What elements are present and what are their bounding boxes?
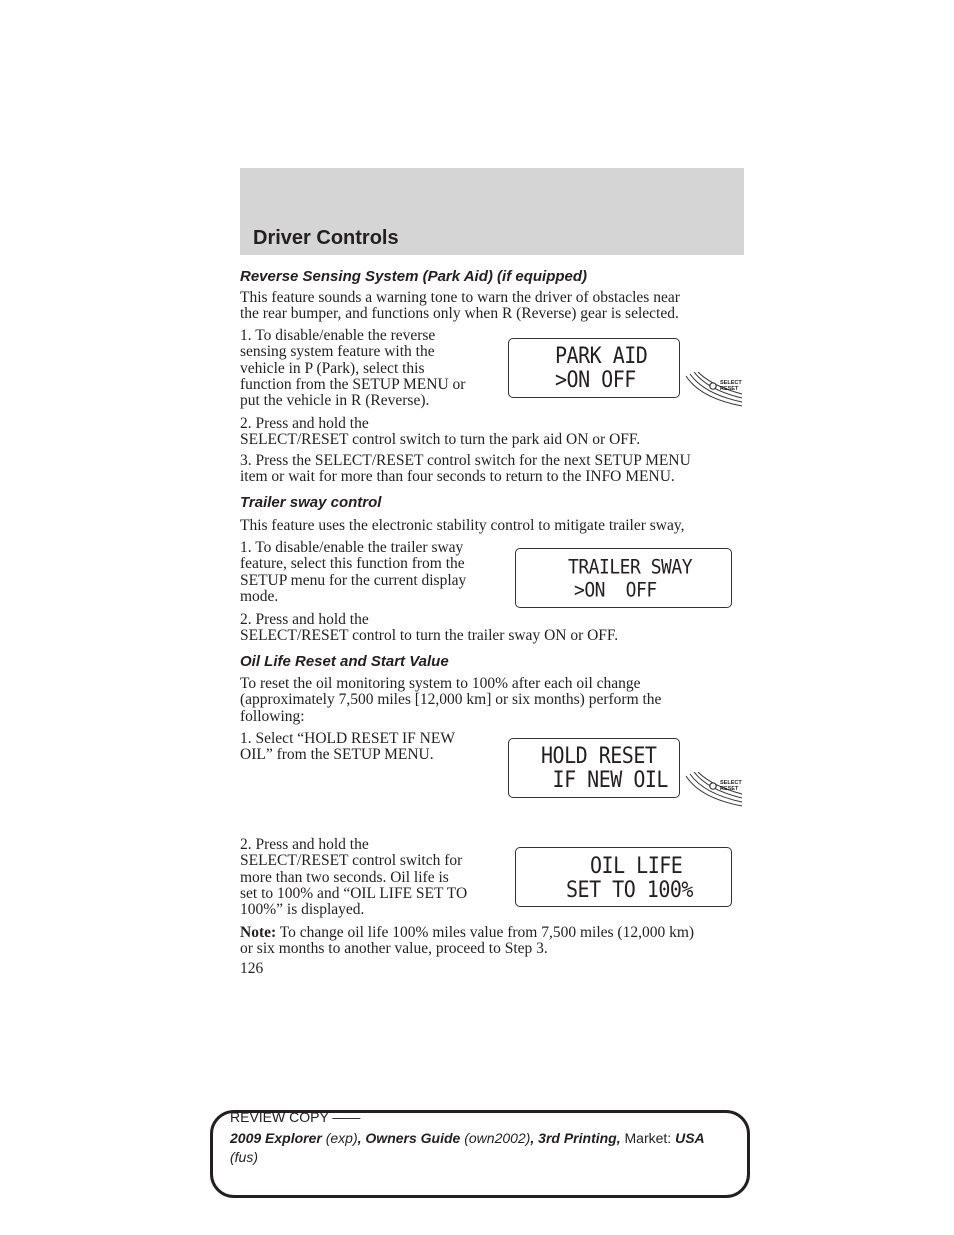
park-aid-intro-line: This feature sounds a warning tone to warn the driver of obstacles near [240,289,680,306]
trailer-sway-step2 [240,612,618,645]
footer-guide-code: (own2002) [460,1130,531,1146]
note-label: Note: [240,924,277,941]
oil-life-intro-line: (approximately 7,500 miles [12,000 km] or six months) perform the [240,691,662,709]
footer-market: USA [675,1130,705,1146]
trailer-sway-display-line1: TRAILER SWAY [568,556,693,580]
select-label: SELECT [720,780,742,786]
oil-life-step1-line: OIL” from the SETUP MENU. [240,746,434,764]
park-aid-step1-line: 1. To disable/enable the reverse [240,327,436,344]
footer-model: 2009 Explorer [230,1130,322,1146]
park-aid-step2-line: 2. Press and hold the [240,415,369,432]
footer-model-code: (exp) [321,1130,358,1146]
footer-guide: Owners Guide [365,1130,461,1146]
select-reset-label [720,380,742,392]
note-text: To change oil life 100% miles value from 7,500 miles (12,000 km) [276,924,695,941]
trailer-sway-step2-line: SELECT/RESET control to turn the trailer sway ON or OFF. [240,627,619,645]
park-aid-step1-line: vehicle in P (Park), select this [240,359,425,377]
steering-wheel-control-icon [684,772,744,812]
oil-life-step2-line: more than two seconds. Oil life is [240,868,449,886]
review-copy: REVIEW COPY —— [230,1109,361,1125]
trailer-sway-step1-line: SETUP menu for the current display [240,571,467,589]
oil-life-step2-line: 2. Press and hold the [240,836,369,853]
page-number: 126 [240,960,264,977]
select-reset-label [720,780,742,792]
footer-sep: , [530,1130,539,1146]
oil-life-note [240,925,694,958]
park-aid-step3-line: item or wait for more than four seconds to return to the INFO MENU. [240,468,675,486]
park-aid-intro-line: the rear bumper, and functions only when R (Reverse) gear is selected. [240,305,679,323]
oil-life-intro [240,676,661,725]
oil-life-step1 [240,731,455,764]
trailer-sway-display-line2: >ON OFF [574,579,657,603]
footer-market-label: Market: [620,1130,676,1146]
oil-life-step1-line: 1. Select “HOLD RESET IF NEW [240,730,455,747]
park-aid-step3-line: 3. Press the SELECT/RESET control switch for the next SETUP MENU [240,452,691,469]
section-title: Driver Controls [253,227,399,249]
park-aid-display-line2: >ON OFF [555,365,636,393]
oil-life-step2-line: SELECT/RESET control switch for [240,852,463,870]
hold-reset-display-line1: HOLD RESET [541,741,657,769]
park-aid-step2 [240,416,640,449]
oil-life-step2-line: 100%” is displayed. [240,901,365,919]
trailer-sway-step2-line: 2. Press and hold the [240,611,369,628]
trailer-sway-display [515,548,732,608]
park-aid-heading: Reverse Sensing System (Park Aid) (if equipped) [240,268,588,285]
park-aid-step3 [240,453,691,486]
trailer-sway-intro: This feature uses the electronic stability control to mitigate trailer sway, [240,517,685,534]
park-aid-step1-line: put the vehicle in R (Reverse). [240,392,430,410]
oil-life-set-display-line2: SET TO 100% [566,875,693,903]
park-aid-display [508,338,680,398]
park-aid-intro [240,290,680,323]
hold-reset-display-line2: IF NEW OIL [541,765,668,793]
trailer-sway-heading: Trailer sway control [240,494,382,511]
reset-label: RESET [720,386,739,392]
oil-life-step2 [240,837,467,918]
footer-publication [230,1129,705,1148]
oil-life-heading: Oil Life Reset and Start Value [240,653,449,670]
oil-life-intro-line: To reset the oil monitoring system to 100% after each oil change [240,675,641,692]
footer-market-code: (fus) [230,1149,258,1165]
trailer-sway-step1-line: feature, select this function from the [240,555,465,573]
park-aid-step1-line: sensing system feature with the [240,343,435,361]
oil-life-step2-line: set to 100% and “OIL LIFE SET TO [240,884,468,902]
park-aid-step2-line: SELECT/RESET control switch to turn the park aid ON or OFF. [240,431,641,449]
footer-printing: 3rd Printing, [538,1130,621,1146]
reset-label: RESET [720,786,739,792]
trailer-sway-step1-line: 1. To disable/enable the trailer sway [240,539,464,556]
park-aid-display-line1: PARK AID [555,341,648,369]
steering-wheel-control-icon [684,372,744,412]
hold-reset-display [508,738,680,798]
oil-life-set-display-line1: OIL LIFE [590,851,683,879]
select-label: SELECT [720,380,742,386]
trailer-sway-step1 [240,540,466,605]
trailer-sway-step1-line: mode. [240,587,279,605]
oil-life-set-display [515,847,732,907]
footer-sep: , [357,1130,366,1146]
note-text: or six months to another value, proceed to Step 3. [240,940,548,958]
park-aid-step1 [240,328,465,409]
park-aid-step1-line: function from the SETUP MENU or [240,375,466,393]
oil-life-intro-line: following: [240,707,305,725]
